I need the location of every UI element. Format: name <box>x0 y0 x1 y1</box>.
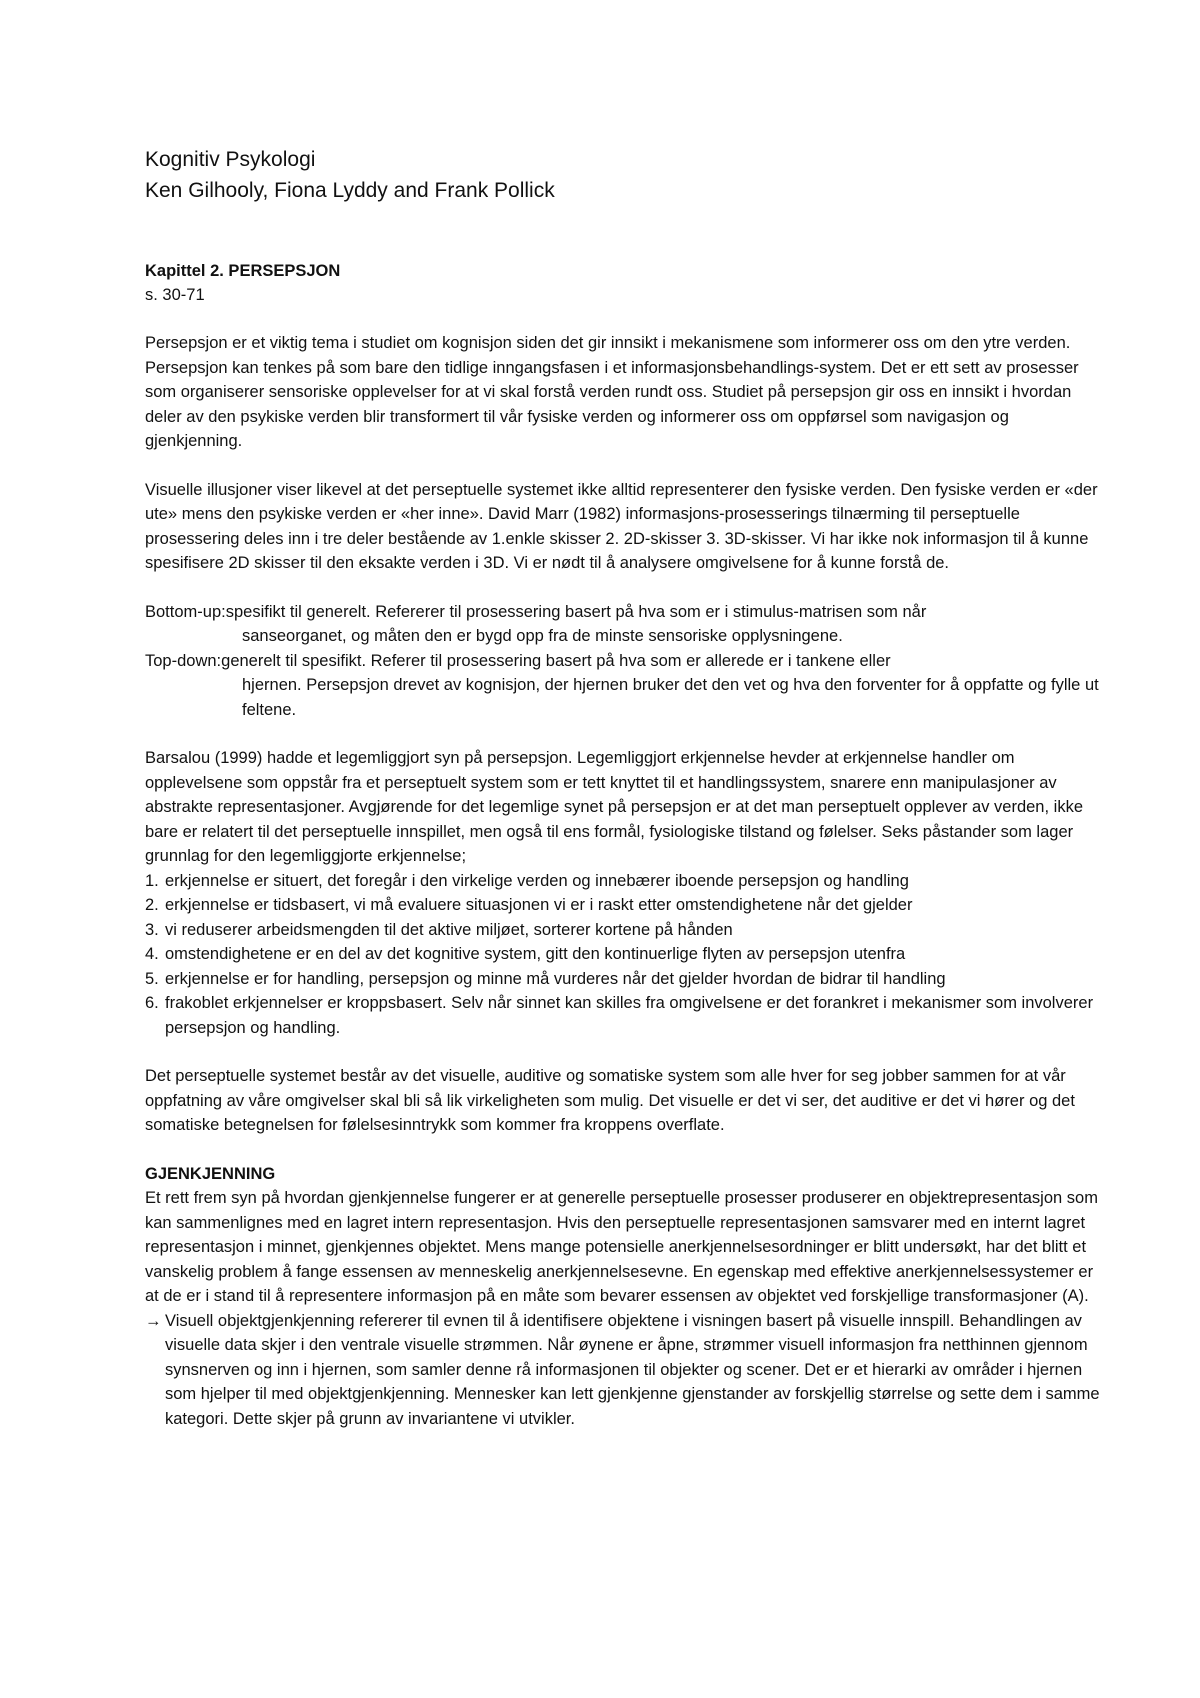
chapter-pages: s. 30-71 <box>145 286 205 304</box>
arrow-right-icon: → <box>145 1311 162 1330</box>
definition-term: Bottom-up: <box>145 602 226 621</box>
definition-top-down <box>145 649 1100 723</box>
list-item: 6. frakoblet erkjennelser er kroppsbasert. Selv når sinnet kan skilles fra omgivelsene er det forankret i mekanismer som involverer persepsjon og handling. <box>145 994 1094 1037</box>
paragraph-barsalou: Barsalou (1999) hadde et legemliggjort syn på persepsjon. Legemliggjort erkjennelse hevder at erkjennelse handler om opplevelsene som oppstår fra et perseptuelt system som er tett knyttet til et handlingssystem, snarere enn manipulasjoner av abstrakte representasjoner. Avgjørende for det legemlige synet på persepsjon er at det man perseptuelt opplever av verden, ikke bare er relatert til det perseptuelle innspillet, men også til ens formål, fysiologiske tilstand og følelser. Seks påstander som lager grunnlag for den legemliggjorte erkjennelse; <box>145 749 1083 865</box>
definition-continuation: hjernen. Persepsjon drevet av kognisjon, der hjernen bruker det den vet og hva den forventer for å oppfatte og fylle ut feltene. <box>242 676 1099 719</box>
arrow-bullet <box>145 1309 1100 1432</box>
paragraph-illusions: Visuelle illusjoner viser likevel at det perseptuelle systemet ikke alltid representerer den fysiske verden. Den fysiske verden er «der ute» mens den psykiske verden er «her inne». David Marr (1982) informasjons-prosesserings tilnærming til perseptuelle prosessering deles inn i tre deler bestående av 1.enkle skisser 2. 2D-skisser 3. 3D-skisser. Vi har ikke nok informasjon til å kunne spesifisere 2D skisser til den eksakte verden i 3D. Vi er nødt til å analysere omgivelsene for å kunne forstå de. <box>145 480 1098 572</box>
paragraph-perceptual-system: Det perseptuelle systemet består av det visuelle, auditive og somatiske system som alle hver for seg jobber sammen for at vår oppfatning av våre omgivelser skal bli så lik virkeligheten som mulig. Det visuelle er det vi ser, det auditive er det vi hører og det somatiske betegnelsen for følelsesinntrykk som kommer fra kroppens overflate. <box>145 1067 1075 1134</box>
document-authors: Ken Gilhooly, Fiona Lyddy and Frank Pollick <box>145 179 555 202</box>
arrow-bullet-text: Visuell objektgjenkjenning refererer til evnen til å identifisere objektene i visningen basert på visuelle innspill. Behandlingen av visuelle data skjer i den ventrale visuelle strømmen. Når øynene er åpne, strømmer visuell informasjon fra netthinnen gjennom synsnerven og inn i hjernen, som samler denne rå informasjonen til objekter og scener. Det er et hierarki av områder i hjernen som hjelper til med objektgjenkjenning. Mennesker kan lett gjenkjenne gjenstander av forskjellig størrelse og sette dem i samme kategori. Dette skjer på grunn av invariantene vi utvikler. <box>165 1311 1100 1428</box>
list-item: 4. omstendighetene er en del av det kognitive system, gitt den kontinuerlige flyten av persepsjon utenfra <box>145 945 906 963</box>
definition-bottom-up <box>145 600 1100 649</box>
chapter-heading: Kapittel 2. PERSEPSJON <box>145 262 341 280</box>
section-heading-recognition: GJENKJENNING <box>145 1164 276 1183</box>
list-item: 3. vi reduserer arbeidsmengden til det aktive miljøet, sorterer kortene på hånden <box>145 920 733 939</box>
list-item: 5. erkjennelse er for handling, persepsjon og minne må vurderes når det gjelder hvordan de bidrar til handling <box>145 969 946 988</box>
list-item: 1. erkjennelse er situert, det foregår i den virkelige verden og innebærer iboende persepsjon og handling <box>145 871 909 890</box>
definition-continuation: sanseorganet, og måten den er bygd opp fra de minste sensoriske opplysningene. <box>242 627 843 645</box>
list-item: 2. erkjennelse er tidsbasert, vi må evaluere situasjonen vi er i raskt etter omstendighetene når det gjelder <box>145 896 913 914</box>
definition-text: generelt til spesifikt. Referer til prosessering basert på hva som er allerede er i tankene eller <box>221 651 891 670</box>
paragraph-intro: Persepsjon er et viktig tema i studiet om kognisjon siden det gir innsikt i mekanismene som informerer oss om den ytre verden. Persepsjon kan tenkes på som bare den tidlige inngangsfasen i et informasjonsbehandlings-system. Det er ett sett av prosesser som organiserer sensoriske opplevelser for at vi skal forstå verden rundt oss. Studiet på persepsjon gir oss en innsikt i hvordan deler av den psykiske verden blir transformert til vår fysiske verden og informerer oss om oppførsel som navigasjon og gjenkjenning. <box>145 334 1079 450</box>
definition-text: spesifikt til generelt. Refererer til prosessering basert på hva som er i stimulus-matrisen som når <box>225 602 927 621</box>
definition-term: Top-down: <box>145 651 222 670</box>
paragraph-recognition: Et rett frem syn på hvordan gjenkjennelse fungerer er at generelle perseptuelle prosesser produserer en objektrepresentasjon som kan sammenlignes med en lagret intern representasjon. Hvis den perseptuelle representasjonen samsvarer med en internt lagret representasjon i minnet, gjenkjennes objektet. Mens mange potensielle anerkjennelsesordninger er blitt undersøkt, har det blitt et vanskelig problem å fange essensen av menneskelig anerkjennelsesevne. En egenskap med effektive anerkjennelsessystemer er at de er i stand til å representere informasjon på en måte som bevarer essensen av objektet ved forskjellige transformasjoner (A). <box>145 1189 1098 1305</box>
claims-list <box>145 869 1100 1041</box>
document-title: Kognitiv Psykologi <box>145 148 316 171</box>
